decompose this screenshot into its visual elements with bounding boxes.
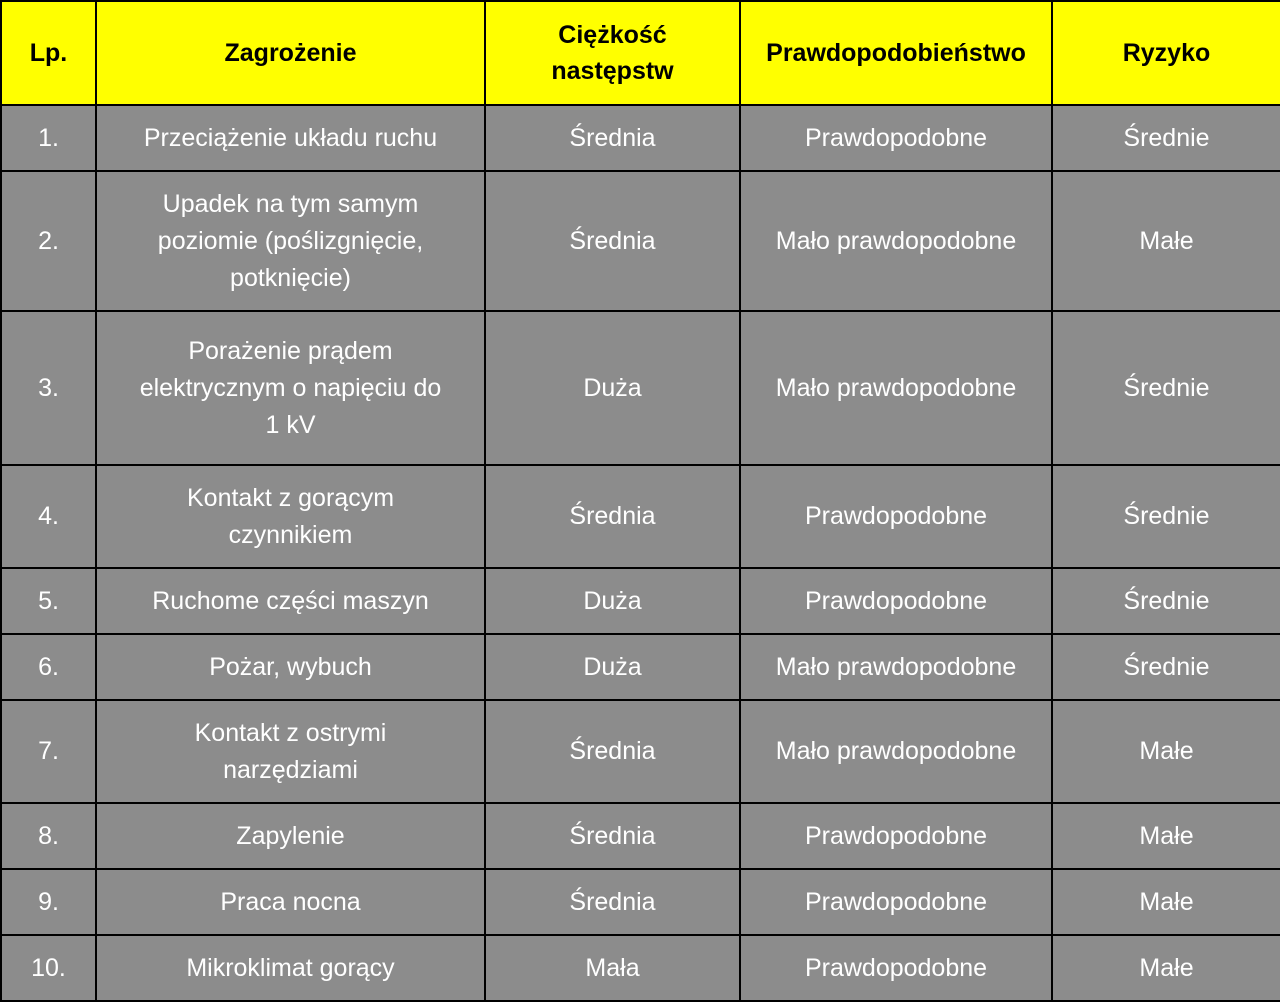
cell-severity: Średnia [485,803,740,869]
header-row [1,1,1280,105]
cell-severity: Średnia [485,700,740,803]
cell-hazard: Praca nocna [96,869,485,935]
cell-lp: 8. [1,803,96,869]
header-lp: Lp. [1,1,96,105]
cell-probability: Mało prawdopodobne [740,634,1052,700]
table-body [1,105,1280,1001]
cell-severity: Duża [485,311,740,465]
cell-severity: Średnia [485,869,740,935]
cell-risk: Małe [1052,171,1280,311]
cell-risk: Małe [1052,935,1280,1001]
cell-severity: Duża [485,634,740,700]
cell-lp: 10. [1,935,96,1001]
table-row [1,311,1280,465]
cell-hazard: Porażenie prądem elektrycznym o napięciu do 1 kV [96,311,485,465]
cell-risk: Średnie [1052,311,1280,465]
cell-probability: Mało prawdopodobne [740,311,1052,465]
cell-probability: Prawdopodobne [740,869,1052,935]
cell-lp: 1. [1,105,96,171]
cell-lp: 9. [1,869,96,935]
cell-hazard: Kontakt z gorącym czynnikiem [96,465,485,568]
cell-severity: Mała [485,935,740,1001]
cell-severity: Średnia [485,105,740,171]
cell-risk: Średnie [1052,465,1280,568]
cell-hazard: Pożar, wybuch [96,634,485,700]
cell-severity: Średnia [485,465,740,568]
cell-hazard: Zapylenie [96,803,485,869]
table-row [1,700,1280,803]
cell-lp: 2. [1,171,96,311]
cell-lp: 7. [1,700,96,803]
cell-risk: Małe [1052,700,1280,803]
cell-probability: Prawdopodobne [740,803,1052,869]
cell-risk: Średnie [1052,634,1280,700]
cell-lp: 6. [1,634,96,700]
cell-risk: Małe [1052,869,1280,935]
table-row [1,465,1280,568]
header-risk: Ryzyko [1052,1,1280,105]
cell-hazard: Przeciążenie układu ruchu [96,105,485,171]
table-row [1,869,1280,935]
header-probability: Prawdopodobieństwo [740,1,1052,105]
cell-probability: Mało prawdopodobne [740,700,1052,803]
cell-hazard: Mikroklimat gorący [96,935,485,1001]
cell-probability: Prawdopodobne [740,105,1052,171]
cell-severity: Średnia [485,171,740,311]
table-row [1,171,1280,311]
header-hazard: Zagrożenie [96,1,485,105]
table-row [1,634,1280,700]
table-row [1,105,1280,171]
cell-lp: 4. [1,465,96,568]
table-header [1,1,1280,105]
cell-risk: Małe [1052,803,1280,869]
cell-hazard: Kontakt z ostrymi narzędziami [96,700,485,803]
table-row [1,568,1280,634]
cell-lp: 3. [1,311,96,465]
cell-severity: Duża [485,568,740,634]
table-row [1,935,1280,1001]
cell-risk: Średnie [1052,568,1280,634]
cell-probability: Prawdopodobne [740,935,1052,1001]
cell-hazard: Upadek na tym samym poziomie (poślizgnięcie, potknięcie) [96,171,485,311]
table-row [1,803,1280,869]
cell-hazard: Ruchome części maszyn [96,568,485,634]
cell-risk: Średnie [1052,105,1280,171]
cell-probability: Prawdopodobne [740,465,1052,568]
header-severity: Ciężkość następstw [485,1,740,105]
cell-probability: Mało prawdopodobne [740,171,1052,311]
cell-lp: 5. [1,568,96,634]
cell-probability: Prawdopodobne [740,568,1052,634]
